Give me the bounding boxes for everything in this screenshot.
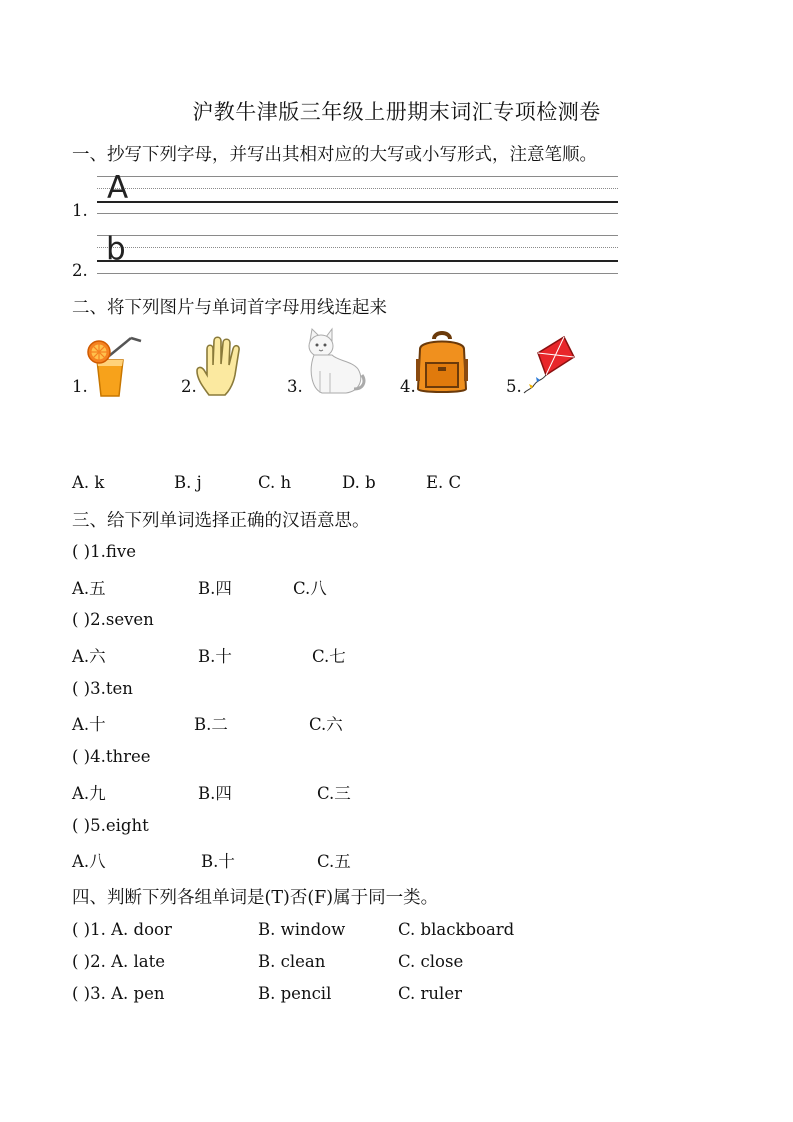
section3-heading: 三、给下列单词选择正确的汉语意思。 [72, 511, 370, 531]
choice-b: B.四 [198, 579, 232, 598]
choice-c: C.五 [317, 852, 351, 871]
choice-b: B.四 [198, 784, 232, 803]
item-number-1: 1. [72, 201, 88, 220]
question-stem: ( )3. A. pen [72, 984, 165, 1003]
question-stem: ( )4.three [72, 747, 151, 766]
choice-c: C.八 [293, 579, 327, 598]
choice-a: A.九 [72, 784, 106, 803]
choice-b: B.十 [198, 647, 232, 666]
choice-c: C.七 [312, 647, 346, 666]
picture-number-3: 3. [287, 377, 303, 396]
option-a: A. k [72, 473, 105, 492]
question-stem: ( )3.ten [72, 679, 133, 698]
sample-letter-2: b [106, 231, 126, 267]
choice-b: B.十 [201, 852, 235, 871]
question-stem: ( )5.eight [72, 816, 149, 835]
choice-c: C. blackboard [398, 920, 515, 939]
choice-a: A.八 [72, 852, 106, 871]
section4-heading: 四、判断下列各组单词是(T)否(F)属于同一类。 [72, 888, 439, 908]
choice-b: B. clean [258, 952, 326, 971]
orange-juice-icon [83, 336, 145, 398]
choice-b: B.二 [194, 715, 228, 734]
option-c: C. h [258, 473, 292, 492]
choice-b: B. pencil [258, 984, 332, 1003]
item-number-2: 2. [72, 261, 88, 280]
section2-heading: 二、将下列图片与单词首字母用线连起来 [72, 298, 387, 318]
choice-b: B. window [258, 920, 346, 939]
choice-a: A.十 [72, 715, 106, 734]
sample-letter-1: A [107, 170, 129, 206]
hand-icon [193, 335, 251, 397]
question-stem: ( )2.seven [72, 610, 154, 629]
picture-number-1: 1. [72, 377, 88, 396]
question-stem: ( )1. A. door [72, 920, 172, 939]
choice-c: C.三 [317, 784, 351, 803]
choice-c: C.六 [309, 715, 343, 734]
question-stem: ( )1.five [72, 542, 136, 561]
option-b: B. j [174, 473, 202, 492]
question-stem: ( )2. A. late [72, 952, 166, 971]
backpack-icon [412, 329, 472, 395]
section1-heading: 一、抄写下列字母，并写出其相对应的大写或小写形式，注意笔顺。 [72, 145, 597, 165]
option-d: D. b [342, 473, 376, 492]
picture-number-5: 5. [506, 377, 522, 396]
choice-a: A.六 [72, 647, 106, 666]
page-title: 沪教牛津版三年级上册期末词汇专项检测卷 [192, 100, 601, 124]
picture-number-4: 4. [400, 377, 416, 396]
picture-number-2: 2. [181, 377, 197, 396]
cat-icon [302, 327, 368, 397]
choice-c: C. close [398, 952, 464, 971]
kite-icon [520, 335, 576, 395]
choice-a: A.五 [72, 579, 106, 598]
option-e: E. C [426, 473, 462, 492]
choice-c: C. ruler [398, 984, 462, 1003]
